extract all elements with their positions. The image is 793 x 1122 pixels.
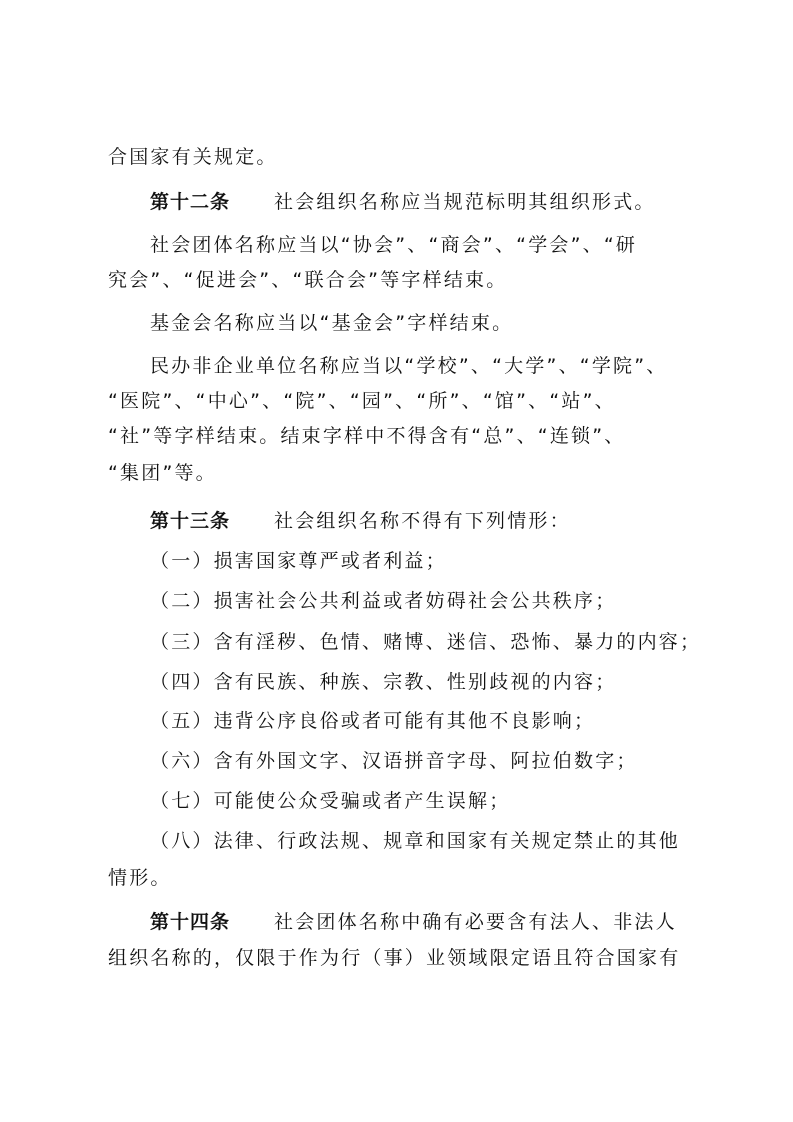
list-item: [150, 630, 750, 654]
text-line: [108, 866, 708, 890]
line-text: （二）损害社会公共利益或者妨碍社会公共秩序；: [150, 590, 617, 612]
line-text: 组织名称的，仅限于作为行（事）业领域限定语且符合国家有: [108, 947, 681, 969]
line-text: （四）含有民族、种族、宗教、性别歧视的内容；: [150, 671, 617, 693]
line-text: 民办非企业单位名称应当以“学校”、“大学”、“学院”、: [150, 355, 668, 377]
line-text: 社会组织名称不得有下列情形：: [274, 510, 571, 532]
line-text: “社”等字样结束。结束字样中不得含有“总”、“连锁”、: [108, 425, 626, 447]
text-line: [108, 946, 708, 970]
text-line: [108, 424, 708, 448]
list-item: [150, 589, 750, 613]
article-number: 第十三条: [150, 510, 231, 532]
line-text: （三）含有淫秽、色情、赌博、迷信、恐怖、暴力的内容；: [150, 631, 702, 653]
line-text: 合国家有关规定。: [108, 146, 278, 168]
article-14-heading: [150, 910, 750, 934]
line-text: （七）可能使公众受骗或者产生误解；: [150, 790, 511, 812]
line-text: 社会团体名称应当以“协会”、“商会”、“学会”、“研: [150, 234, 638, 256]
line-text: 基金会名称应当以“基金会”字样结束。: [150, 312, 514, 334]
line-text: 究会”、“促进会”、“联合会”等字样结束。: [108, 269, 508, 291]
list-item: [150, 789, 750, 813]
list-item: [150, 549, 750, 573]
text-line: [108, 461, 708, 485]
text-line: [150, 233, 750, 257]
article-12-heading: [150, 190, 750, 214]
line-text: 社会团体名称中确有必要含有法人、非法人: [274, 911, 677, 933]
line-text: “集团”等。: [108, 462, 217, 484]
text-line: [150, 311, 750, 335]
list-item: [150, 829, 750, 853]
line-text: （八）法律、行政法规、规章和国家有关规定禁止的其他: [150, 830, 681, 852]
text-line: [108, 145, 708, 169]
article-number: 第十二条: [150, 191, 231, 213]
text-line: [108, 389, 708, 413]
line-text: （六）含有外国文字、汉语拼音字母、阿拉伯数字；: [150, 750, 638, 772]
article-13-heading: [150, 509, 750, 533]
line-text: 情形。: [108, 867, 172, 889]
list-item: [150, 749, 750, 773]
list-item: [150, 670, 750, 694]
list-item: [150, 709, 750, 733]
text-line: [150, 354, 750, 378]
line-text: （五）违背公序良俗或者可能有其他不良影响；: [150, 710, 596, 732]
line-text: 社会组织名称应当规范标明其组织形式。: [274, 191, 656, 213]
article-number: 第十四条: [150, 911, 231, 933]
line-text: （一）损害国家尊严或者利益；: [150, 550, 447, 572]
text-line: [108, 268, 708, 292]
line-text: “医院”、“中心”、“院”、“园”、“所”、“馆”、“站”、: [108, 390, 616, 412]
